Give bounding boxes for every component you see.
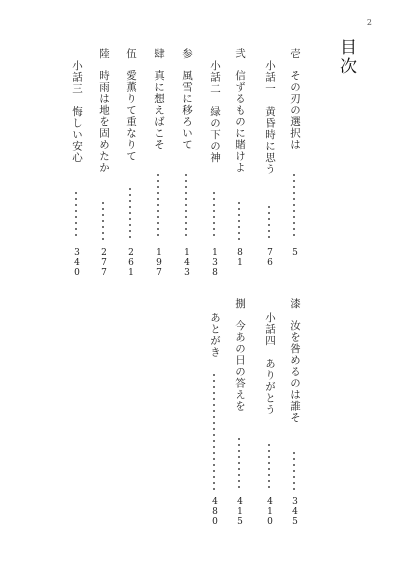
chapter-title: 小話四 ありがとう bbox=[264, 312, 276, 416]
chapter-number: 陸 bbox=[98, 48, 110, 60]
leader-dots bbox=[268, 442, 270, 490]
chapter-title: 今あの日の答えを bbox=[234, 320, 246, 412]
leader-dots bbox=[185, 172, 187, 240]
toc-entry bbox=[233, 0, 247, 561]
page-reference: 277 bbox=[99, 248, 109, 278]
chapter-title: 風雪に移ろいて bbox=[181, 70, 193, 151]
chapter-title: 汝を咎めるのは誰そ bbox=[289, 320, 301, 424]
toc-entry bbox=[263, 0, 277, 561]
chapter-title: その刃の選択は bbox=[289, 70, 301, 151]
page-reference: 81 bbox=[235, 248, 245, 268]
toc-entry bbox=[70, 0, 84, 561]
chapter-title: 小話三 悔しい安心 bbox=[71, 60, 83, 164]
page-reference: 261 bbox=[126, 248, 136, 278]
chapter-number: 捌 bbox=[234, 298, 246, 310]
page-reference: 415 bbox=[235, 497, 245, 527]
chapter-number: 壱 bbox=[289, 48, 301, 60]
toc-entry bbox=[124, 0, 138, 561]
page-reference: 76 bbox=[265, 248, 275, 268]
toc-entry bbox=[97, 0, 111, 561]
page-reference: 480 bbox=[210, 497, 220, 527]
toc-title: 目次 bbox=[336, 38, 356, 76]
leader-dots bbox=[129, 186, 131, 240]
toc-entry bbox=[180, 0, 194, 561]
chapter-title: 小話二 緑の下の神 bbox=[209, 60, 221, 164]
page-reference: 345 bbox=[290, 497, 300, 527]
leader-dots bbox=[102, 200, 104, 240]
page-reference: 410 bbox=[265, 497, 275, 527]
chapter-number: 肆 bbox=[153, 48, 165, 60]
chapter-title: 信ずるものに賭けよ bbox=[234, 70, 246, 174]
leader-dots bbox=[213, 372, 215, 490]
chapter-title: 小話一 黄昏時に思う bbox=[264, 60, 276, 175]
chapter-number: 弐 bbox=[234, 48, 246, 60]
chapter-number: 漆 bbox=[289, 298, 301, 310]
chapter-title: 真に想えばこそ bbox=[153, 70, 165, 151]
leader-dots bbox=[293, 450, 295, 490]
chapter-number: 伍 bbox=[125, 48, 137, 60]
toc-entry bbox=[288, 0, 302, 561]
leader-dots bbox=[75, 190, 77, 240]
page-reference: 5 bbox=[290, 248, 300, 258]
page-reference: 197 bbox=[154, 248, 164, 278]
page-number: 2 bbox=[366, 18, 372, 27]
leader-dots bbox=[238, 436, 240, 490]
chapter-number: 参 bbox=[181, 48, 193, 60]
chapter-title: 愛薫りて重なりて bbox=[125, 70, 137, 162]
leader-dots bbox=[157, 172, 159, 240]
toc-entry bbox=[208, 0, 222, 561]
chapter-title: 時雨は地を固めたか bbox=[98, 70, 110, 174]
page-reference: 138 bbox=[210, 248, 220, 278]
chapter-title: あとがき bbox=[209, 312, 221, 358]
page-reference: 143 bbox=[182, 248, 192, 278]
page-reference: 340 bbox=[72, 248, 82, 278]
toc-entry bbox=[152, 0, 166, 561]
